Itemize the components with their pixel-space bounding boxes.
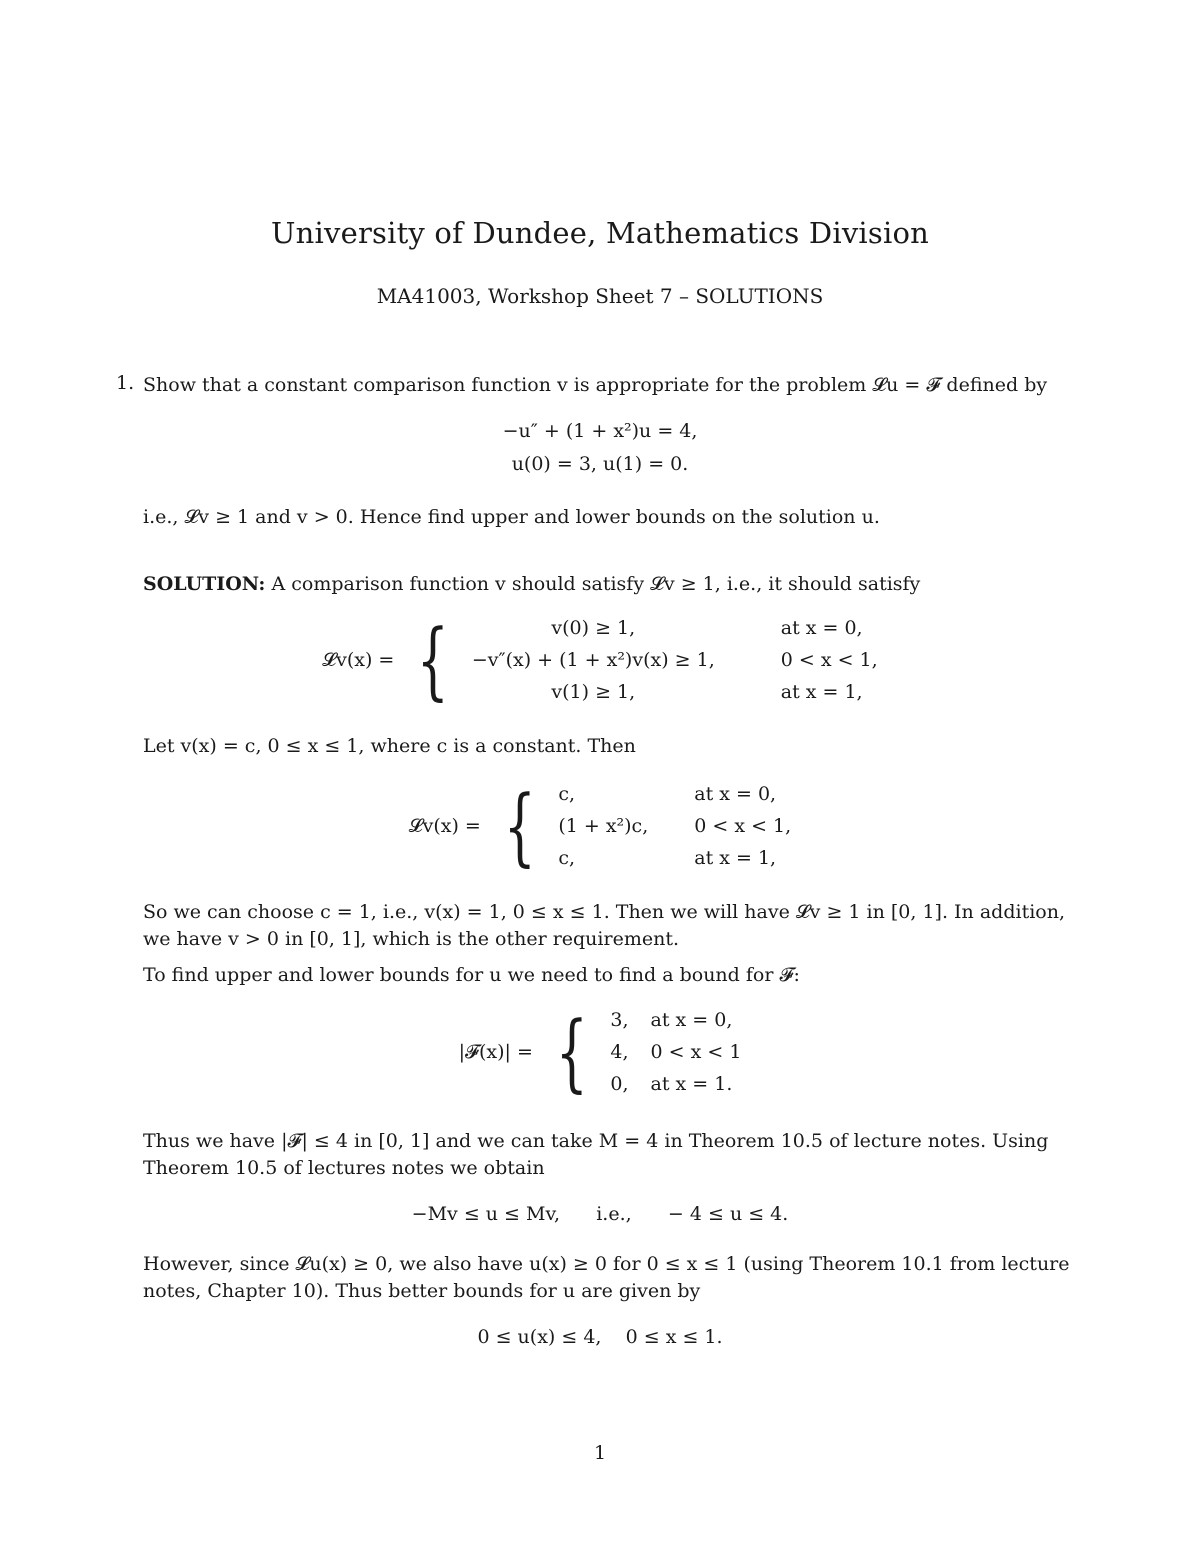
bounds-equation: −Mv ≤ u ≤ Mv, i.e., − 4 ≤ u ≤ 4. <box>411 1203 789 1225</box>
cases-expr: 3, <box>610 1009 629 1031</box>
problem-number: 1. <box>116 372 135 394</box>
cases-expr: 0, <box>610 1073 629 1095</box>
cases-expr: v(0) ≥ 1, <box>551 617 636 639</box>
cases-block-3 <box>0 1004 1200 1100</box>
problem-statement: Show that a constant comparison function v is appropriate for the problem 𝓛u = 𝓕 defined by <box>143 374 1048 396</box>
cases-cond: at x = 0, <box>780 617 863 639</box>
thus-paragraph: Thus we have |𝓕| ≤ 4 in [0, 1] and we can take M = 4 in Theorem 10.5 of lecture notes. Using Theorem 10.5 of lectures notes we obtain <box>143 1130 1049 1179</box>
left-brace-icon: { <box>555 1003 588 1101</box>
choose-paragraph: So we can choose c = 1, i.e., v(x) = 1, 0 ≤ x ≤ 1. Then we will have 𝓛v ≥ 1 in [0, 1]. In addition, we have v > 0 in [0, 1], which is the other requirement. <box>143 901 1065 950</box>
cases-expr: c, <box>558 783 575 805</box>
cases-cond: at x = 1. <box>650 1073 733 1095</box>
cases-table-1 <box>316 612 883 708</box>
cases-cond: 0 < x < 1, <box>694 815 792 837</box>
cases-expr: c, <box>558 847 575 869</box>
equation-boundary: u(0) = 3, u(1) = 0. <box>511 453 689 475</box>
left-brace-icon: { <box>417 611 450 709</box>
page-number: 1 <box>593 1442 607 1464</box>
cases-cond: at x = 1, <box>694 847 777 869</box>
cases-cond: at x = 1, <box>780 681 863 703</box>
solution-intro <box>143 571 1083 598</box>
cases-expr: −v″(x) + (1 + x²)v(x) ≥ 1, <box>471 649 715 671</box>
cases-cond: 0 < x < 1, <box>780 649 878 671</box>
bound-intro: To find upper and lower bounds for u we need to find a bound for 𝓕: <box>143 964 800 986</box>
however-paragraph: However, since 𝓛u(x) ≥ 0, we also have u(x) ≥ 0 for 0 ≤ x ≤ 1 (using Theorem 10.1 from lecture notes, Chapter 10). Thus better bounds for u are given by <box>143 1253 1070 1302</box>
cases-expr: 4, <box>610 1041 629 1063</box>
cases-lhs-2: 𝓛v(x) = <box>408 815 481 837</box>
let-line: Let v(x) = c, 0 ≤ x ≤ 1, where c is a constant. Then <box>143 735 636 757</box>
cases-lhs-1: 𝓛v(x) = <box>322 649 395 671</box>
cases-expr: v(1) ≥ 1, <box>551 681 636 703</box>
cases-table-2 <box>403 778 797 874</box>
problem-ie-line: i.e., 𝓛v ≥ 1 and v > 0. Hence find upper and lower bounds on the solution u. <box>143 506 880 528</box>
solution-intro-text: A comparison function v should satisfy 𝓛v ≥ 1, i.e., it should satisfy <box>265 573 921 595</box>
cases-block-2 <box>0 778 1200 874</box>
page-title: University of Dundee, Mathematics Division <box>271 216 929 250</box>
cases-lhs-3: |𝓕(x)| = <box>458 1041 533 1063</box>
cases-table-3 <box>453 1004 748 1100</box>
cases-cond: at x = 0, <box>650 1009 733 1031</box>
left-brace-icon: { <box>503 777 536 875</box>
equation-ode: −u″ + (1 + x²)u = 4, <box>502 420 698 442</box>
page-subtitle: MA41003, Workshop Sheet 7 – SOLUTIONS <box>376 284 824 308</box>
solution-label: SOLUTION: <box>143 573 266 595</box>
cases-cond: 0 < x < 1 <box>650 1041 742 1063</box>
cases-expr: (1 + x²)c, <box>558 815 649 837</box>
cases-cond: at x = 0, <box>694 783 777 805</box>
final-bounds-equation: 0 ≤ u(x) ≤ 4, 0 ≤ x ≤ 1. <box>477 1326 723 1348</box>
cases-block-1 <box>0 612 1200 708</box>
